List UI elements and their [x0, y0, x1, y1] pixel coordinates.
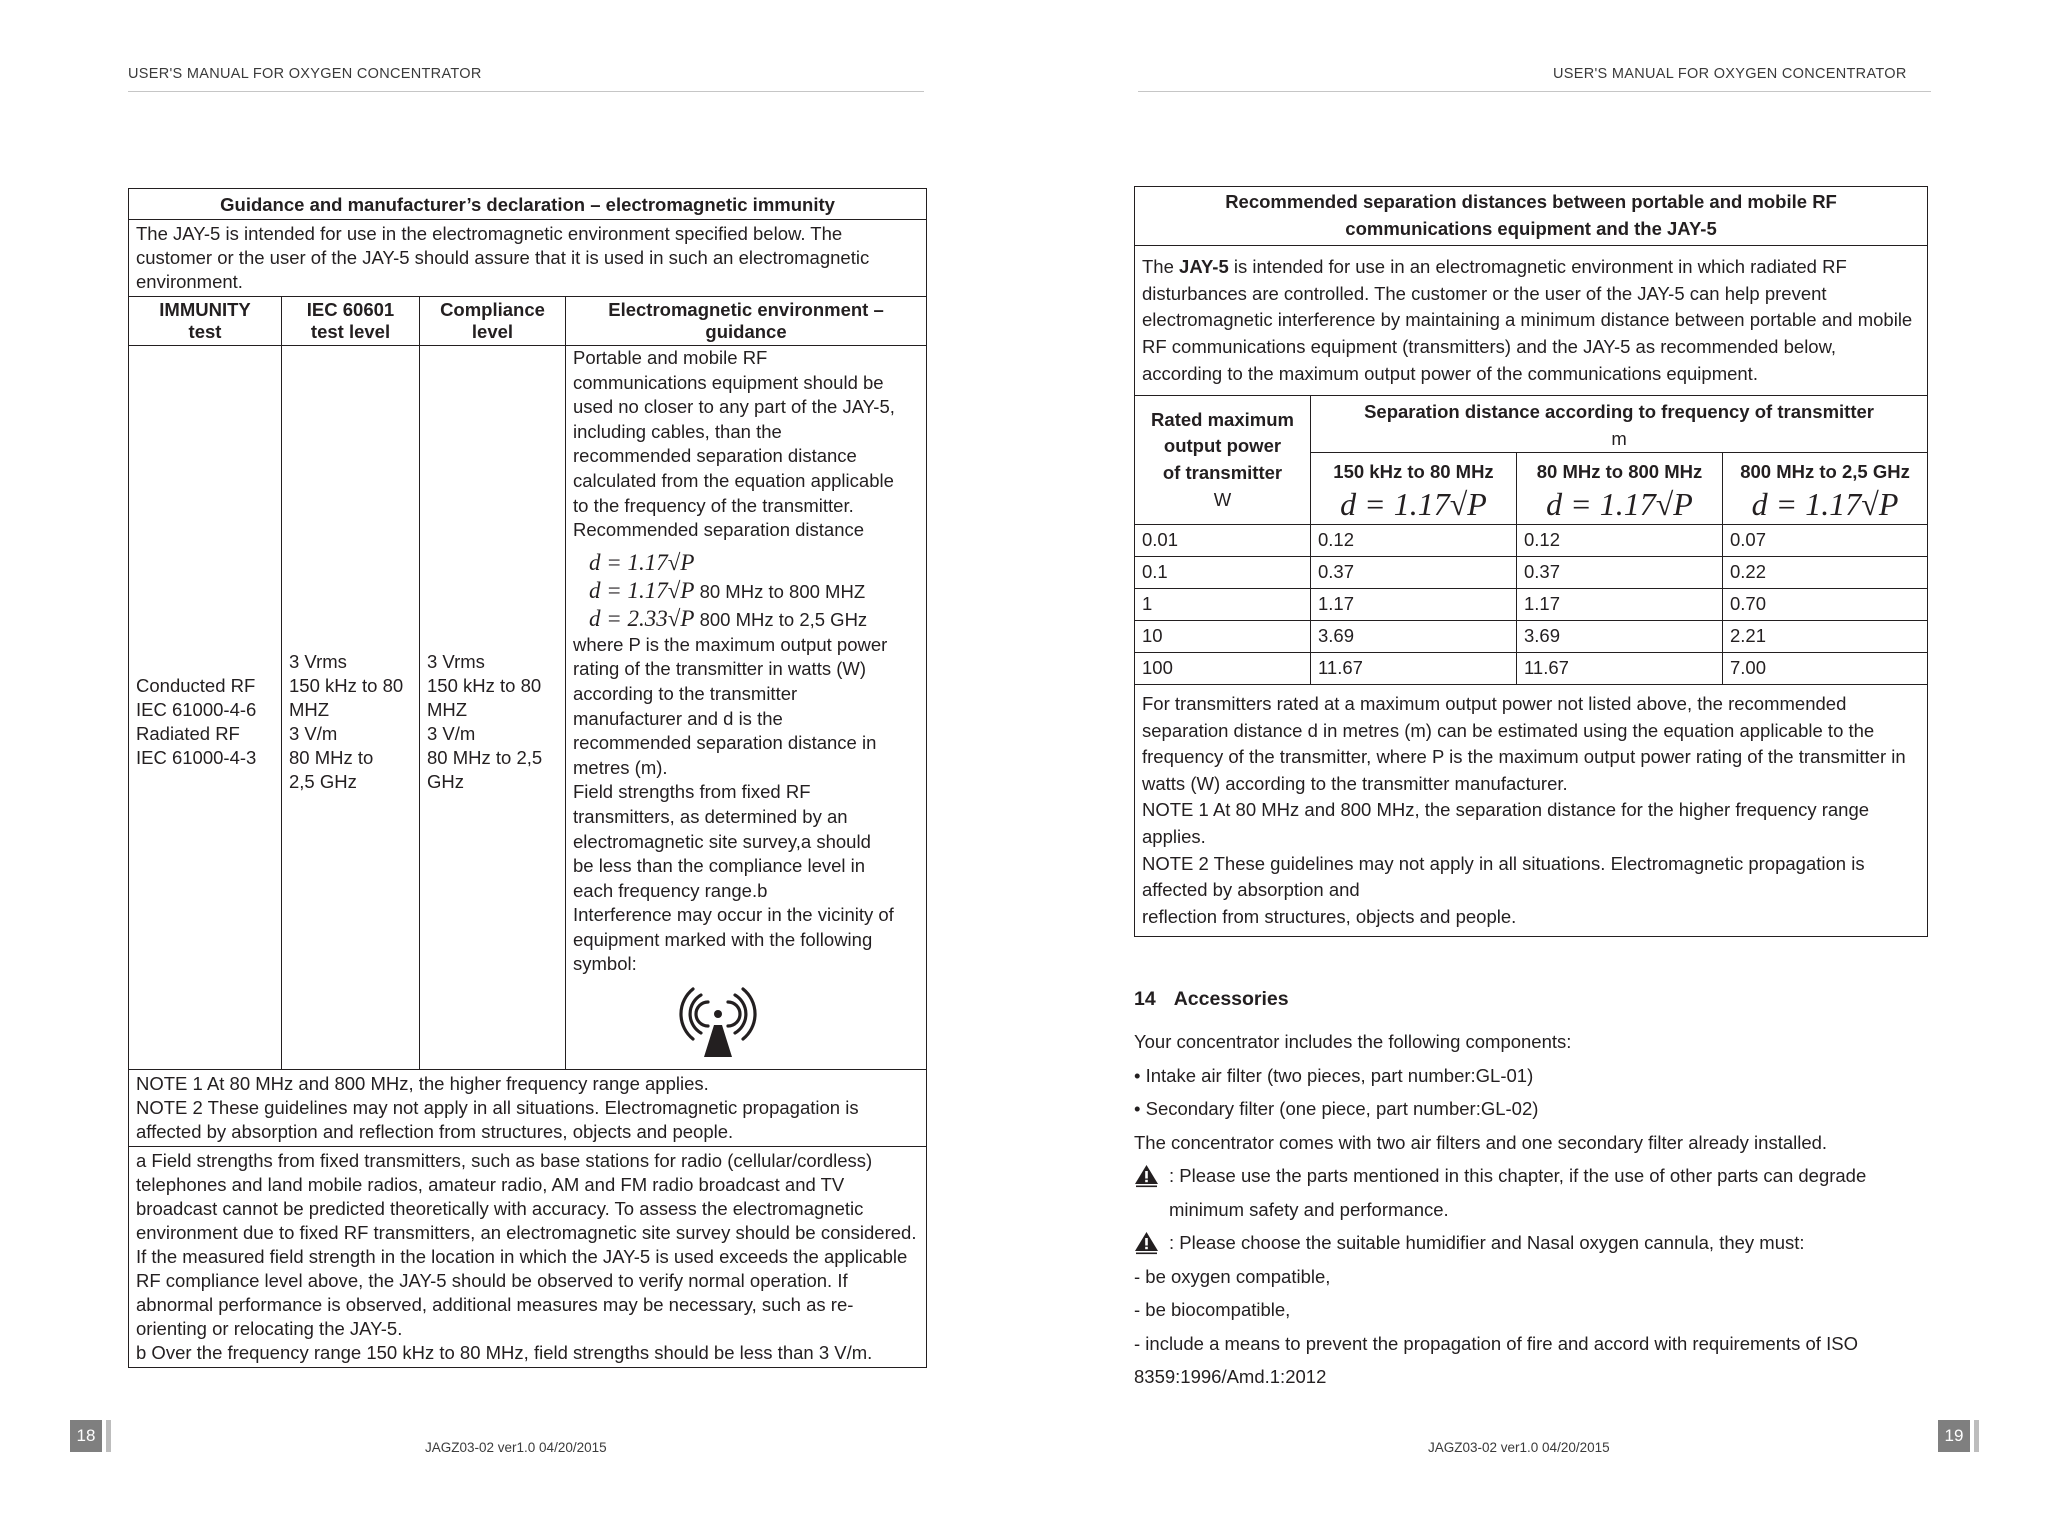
cell-distance: 1.17 [1311, 588, 1517, 620]
cell-iec-level [282, 346, 420, 1070]
cell-power: 100 [1135, 652, 1311, 684]
cell-immunity-test [129, 346, 282, 1070]
guidance-line: recommended separation distance [573, 445, 857, 467]
header-immunity-line1: IMMUNITY [159, 299, 251, 320]
header-env-line2: guidance [705, 321, 787, 342]
compliance-line: GHz [427, 770, 464, 792]
header-iec-line2: test level [310, 321, 391, 342]
header-band-3 [1723, 453, 1928, 525]
guidance-line: each frequency range.b [573, 879, 768, 901]
iec-line: 2,5 GHz [289, 770, 357, 792]
requirement-item: - be biocompatible, [1134, 1299, 1291, 1320]
separation-note-1: NOTE 1 At 80 MHz and 800 MHz, the separation distance for the higher frequency range applies. [1142, 799, 1870, 847]
table-row [1135, 588, 1928, 620]
cell-distance: 11.67 [1517, 652, 1723, 684]
compliance-line: 3 V/m [427, 722, 476, 744]
cell-power: 10 [1135, 620, 1311, 652]
warning-icon [1134, 1231, 1159, 1255]
separation-note-text: For transmitters rated at a maximum output power not listed above, the recommended separation distance d in metres (m) can be estimated using the equation applicable to the frequency of the transmitter, where P is the maximum output power rating of the transmitter in watts (W) according to the transmitter manufacturer. [1142, 692, 1906, 794]
band-name: 150 kHz to 80 MHz [1333, 461, 1494, 483]
cell-distance: 0.12 [1517, 524, 1723, 556]
table-intro: The JAY-5 is intended for use in the electromagnetic environment specified below. The customer or the user of the JAY-5 should assure that it is used in such an electromagnetic environment. [129, 220, 927, 297]
guidance-line: Portable and mobile RF [573, 347, 768, 368]
footnote-b: b Over the frequency range 150 kHz to 80 MHz, field strengths should be less than 3 V/m. [136, 1342, 873, 1364]
running-head-right: USER'S MANUAL FOR OXYGEN CONCENTRATOR [1553, 66, 1907, 82]
requirement-item: - be oxygen compatible, [1134, 1265, 1331, 1287]
band-formula: d = 1.17√P [1340, 485, 1487, 522]
formula-eq: = 1.17√P [600, 549, 695, 575]
guidance-line: rating of the transmitter in watts (W) [573, 658, 867, 680]
guidance-line: metres (m). [573, 756, 668, 778]
guidance-line: to the frequency of the transmitter. [573, 494, 854, 516]
non-ionizing-radiation-icon [677, 987, 759, 1059]
warning-2-text: : Please choose the suitable humidifier and Nasal oxygen cannula, they must: [1169, 1232, 1805, 1253]
formula-line [573, 577, 919, 605]
section-number: 14 [1134, 988, 1156, 1010]
cell-distance: 7.00 [1723, 652, 1928, 684]
warning-1-text: : Please use the parts mentioned in this chapter, if the use of other parts can degrade minimum safety and performance. [1169, 1165, 1867, 1220]
immunity-line: IEC 61000-4-3 [136, 746, 257, 768]
page-number-bar-right [1974, 1420, 1979, 1452]
rated-unit: W [1213, 488, 1232, 510]
installed-note: The concentrator comes with two air filters and one secondary filter already installed. [1134, 1131, 1828, 1153]
separation-unit: m [1611, 427, 1627, 449]
iec-line: 3 Vrms [289, 650, 347, 672]
header-em-environment [566, 297, 927, 346]
accessories-intro: Your concentrator includes the following components: [1134, 1031, 1572, 1052]
header-compliance-line2: level [471, 321, 514, 342]
guidance-line: recommended separation distance in [573, 732, 877, 754]
formula-d: d [589, 605, 601, 631]
cell-distance: 3.69 [1311, 620, 1517, 652]
compliance-line: 3 Vrms [427, 650, 485, 672]
immunity-line: Conducted RF [136, 674, 256, 696]
cell-distance: 0.12 [1311, 524, 1517, 556]
guidance-line: transmitters, as determined by an [573, 805, 848, 827]
cell-power: 0.1 [1135, 556, 1311, 588]
header-immunity-line2: test [188, 321, 222, 342]
footnote-a: a Field strengths from fixed transmitters, such as base stations for radio (cellular/cordless) telephones and land mobile radios, amateur radio, AM and FM radio broadcast and TV broadcast cannot be predicted theoretically with accuracy. To assess the electromagnetic environment due to fixed RF transmitters, an electromagnetic site survey should be considered. If the measured field strength in the location in which the JAY-5 is used exceeds the applicable RF compliance level above, the JAY-5 should be observed to verify normal operation. If abnormal performance is observed, additional measures may be necessary, such as re-orienting or relocating the JAY-5. [136, 1150, 917, 1340]
footer-code-left: JAGZ03-02 ver1.0 04/20/2015 [425, 1440, 607, 1455]
cell-distance: 0.22 [1723, 556, 1928, 588]
header-rated-power [1135, 396, 1311, 525]
band-formula: d = 1.17√P [1751, 485, 1899, 522]
guidance-line: symbol: [573, 953, 637, 975]
intro-device-name: JAY-5 [1179, 256, 1229, 278]
guidance-line: calculated from the equation applicable [573, 469, 894, 491]
separation-table-title [1135, 187, 1928, 246]
section-title: Accessories [1173, 988, 1289, 1010]
guidance-line: used no closer to any part of the JAY-5, [573, 396, 895, 418]
table-row [1135, 652, 1928, 684]
guidance-line: be less than the compliance level in [573, 855, 866, 877]
compliance-line: 150 kHz to 80 [427, 674, 542, 696]
separation-table-notes [1135, 684, 1928, 936]
emc-immunity-table [128, 188, 927, 1368]
separation-title-line1: Recommended separation distances between portable and mobile RF [1225, 191, 1837, 212]
intro-post: is intended for use in an electromagnetic environment in which radiated RF disturbances are controlled. The customer or the user of the JAY-5 can help prevent electromagnetic interference by maintaining a minimum distance between portable and mobile RF communications equipment (transmitters) and the JAY-5 as recommended below, according to the maximum output power of the communications equipment. [1142, 256, 1913, 384]
table-title: Guidance and manufacturer’s declaration – electromagnetic immunity [129, 189, 927, 220]
header-iec-line1: IEC 60601 [306, 299, 395, 320]
requirement-item: - include a means to prevent the propagation of fire and accord with requirements of ISO 8359:1996/Amd.1:2012 [1134, 1332, 1858, 1387]
header-separation-distance [1311, 396, 1928, 453]
cell-distance: 2.21 [1723, 620, 1928, 652]
page-number-bar-left [106, 1420, 111, 1452]
page-number-right: 19 [1938, 1420, 1970, 1452]
cell-distance: 0.70 [1723, 588, 1928, 620]
cell-guidance [566, 346, 927, 1070]
separation-header-text: Separation distance according to frequency of transmitter [1364, 401, 1874, 423]
warning-1 [1134, 1159, 1934, 1226]
header-compliance-line1: Compliance [440, 299, 545, 320]
band-name: 800 MHz to 2,5 GHz [1740, 461, 1910, 483]
guidance-line: Interference may occur in the vicinity of [573, 904, 894, 926]
table-row [1135, 556, 1928, 588]
header-immunity-test [129, 297, 282, 346]
iec-line: 80 MHz to [289, 746, 374, 768]
immunity-line: Radiated RF [136, 722, 240, 744]
cell-distance: 3.69 [1517, 620, 1723, 652]
table-footnotes [129, 1147, 927, 1368]
compliance-line: MHZ [427, 698, 468, 720]
iec-line: 150 kHz to 80 [289, 674, 404, 696]
immunity-line: IEC 61000-4-6 [136, 698, 257, 720]
footer-code-right: JAGZ03-02 ver1.0 04/20/2015 [1428, 1440, 1610, 1455]
cell-power: 1 [1135, 588, 1311, 620]
guidance-line: electromagnetic site survey,a should [573, 830, 871, 852]
header-band-2 [1517, 453, 1723, 525]
formula-line [573, 549, 919, 577]
header-compliance-level [420, 297, 566, 346]
page-number-left: 18 [70, 1420, 102, 1452]
cell-distance: 11.67 [1311, 652, 1517, 684]
cell-distance: 0.37 [1517, 556, 1723, 588]
header-iec-level [282, 297, 420, 346]
accessories-section [1134, 988, 1934, 1394]
guidance-line: equipment marked with the following [573, 928, 873, 950]
cell-power: 0.01 [1135, 524, 1311, 556]
formula-eq: = 2.33√P [600, 605, 695, 631]
accessory-item: • Intake air filter (two pieces, part number:GL-01) [1134, 1064, 1534, 1086]
header-env-line1: Electromagnetic environment – [608, 299, 884, 320]
guidance-line: where P is the maximum output power [573, 633, 888, 655]
note-2: NOTE 2 These guidelines may not apply in all situations. Electromagnetic propagation is affected by absorption and reflection from structures, objects and people. [136, 1097, 859, 1143]
separation-title-line2: communications equipment and the JAY-5 [1345, 217, 1717, 239]
compliance-line: 80 MHz to 2,5 [427, 746, 543, 768]
band-formula: d = 1.17√P [1546, 485, 1693, 522]
formula-line [573, 605, 919, 633]
formula-eq: = 1.17√P [600, 577, 695, 603]
table-row [1135, 620, 1928, 652]
cell-distance: 1.17 [1517, 588, 1723, 620]
formula-range: 800 MHz to 2,5 GHz [694, 608, 868, 630]
formula-range: 80 MHz to 800 MHZ [694, 580, 866, 602]
separation-note-2: NOTE 2 These guidelines may not apply in all situations. Electromagnetic propagation is affected by absorption and [1142, 852, 1865, 901]
running-head-left: USER'S MANUAL FOR OXYGEN CONCENTRATOR [128, 66, 482, 82]
guidance-line: according to the transmitter [573, 682, 798, 704]
separation-distance-table [1134, 186, 1928, 937]
note-1: NOTE 1 At 80 MHz and 800 MHz, the higher frequency range applies. [136, 1073, 709, 1095]
guidance-line: Recommended separation distance [573, 519, 865, 541]
header-band-1 [1311, 453, 1517, 525]
intro-pre: The [1142, 256, 1180, 278]
cell-distance: 0.37 [1311, 556, 1517, 588]
accessory-item: • Secondary filter (one piece, part number:GL-02) [1134, 1098, 1539, 1119]
rated-line2: output power [1163, 435, 1282, 457]
header-rule-right [1138, 91, 1931, 92]
band-name: 80 MHz to 800 MHz [1536, 461, 1703, 483]
guidance-line: including cables, than the [573, 420, 782, 442]
guidance-line: Field strengths from fixed RF [573, 781, 811, 803]
cell-compliance-level [420, 346, 566, 1070]
guidance-line: communications equipment should be [573, 371, 884, 393]
rated-line1: Rated maximum [1151, 408, 1294, 430]
iec-line: 3 V/m [289, 722, 338, 744]
table-row [1135, 524, 1928, 556]
cell-distance: 0.07 [1723, 524, 1928, 556]
accessories-heading [1134, 988, 1934, 1011]
table-notes [129, 1070, 927, 1147]
guidance-line: manufacturer and d is the [573, 707, 783, 729]
separation-note-2-cont: reflection from structures, objects and people. [1142, 905, 1517, 927]
separation-table-intro [1135, 246, 1928, 396]
iec-line: MHZ [289, 698, 330, 720]
header-rule-left [128, 91, 924, 92]
formula-d: d [589, 549, 601, 575]
warning-icon [1134, 1164, 1159, 1188]
warning-2 [1134, 1226, 1934, 1260]
formula-d: d [589, 577, 601, 603]
rated-line3: of transmitter [1162, 462, 1283, 484]
